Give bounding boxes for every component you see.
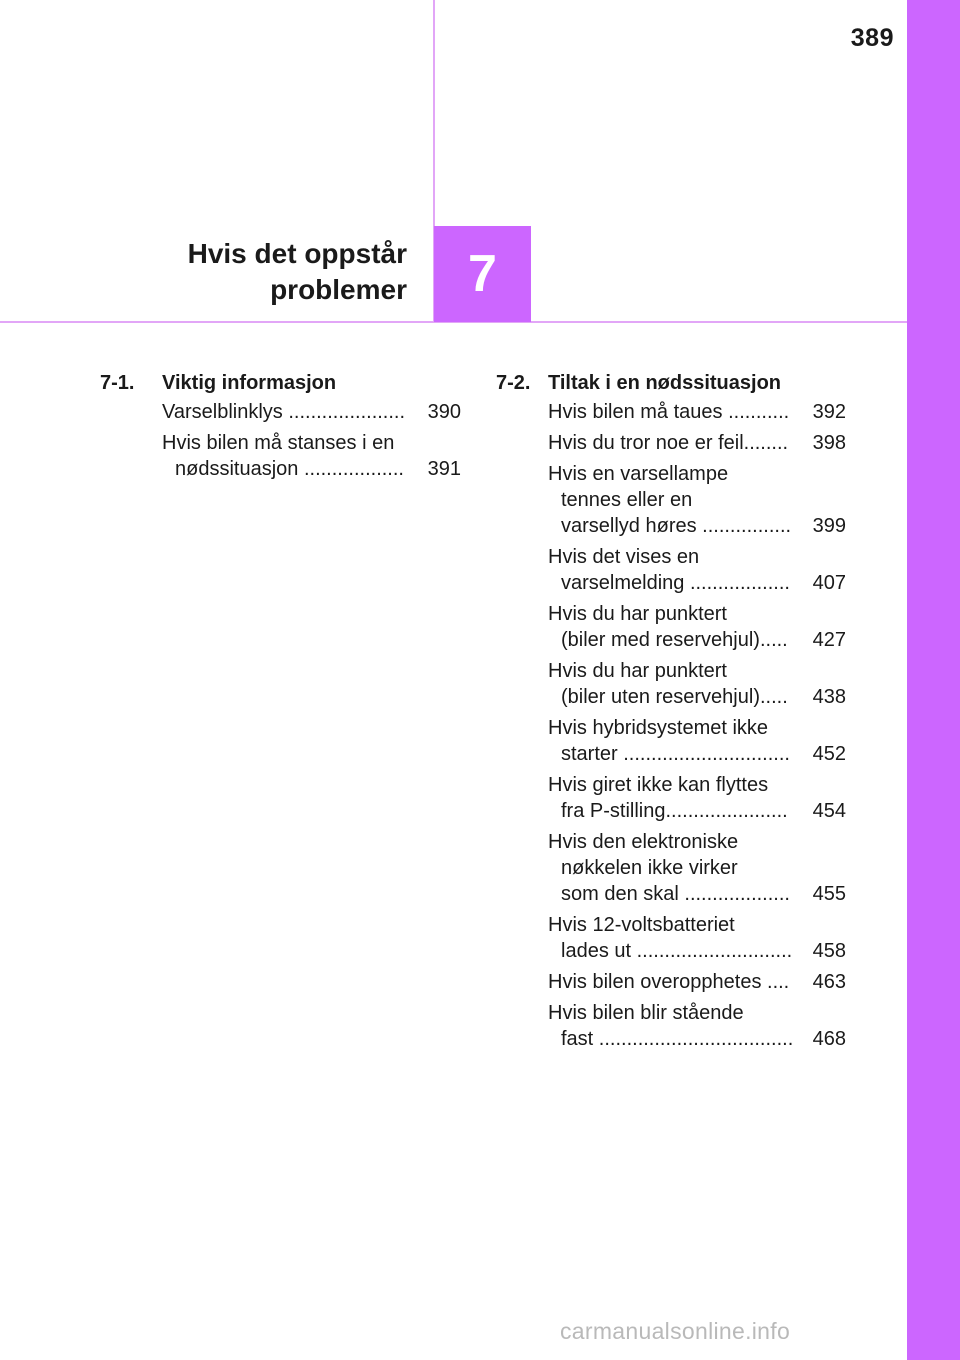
section-heading [100,369,461,399]
chapter-number: 7 [468,245,497,303]
chapter-title: Hvis det oppstår problemer [187,238,407,305]
toc-entry-page: 452 [812,743,846,765]
toc-section-7-2 [496,369,846,1057]
toc-entry-page: 398 [812,432,846,454]
toc-entry[interactable] [548,715,846,767]
toc-entry-text: Hvis bilen blir stående fast ................................... [548,1002,794,1050]
toc-entry[interactable] [548,969,846,995]
toc-entry[interactable] [162,430,461,482]
toc-entry-text: Hvis giret ikke kan flyttes fra P-stilling...................... [548,774,788,822]
toc-entry[interactable] [548,772,846,824]
toc-entry[interactable] [548,601,846,653]
section-title: Viktig informasjon [162,372,337,394]
section-title: Tiltak i en nødssituasjon [548,372,782,394]
toc-entry-text: Hvis bilen må taues ........... [548,401,790,423]
section-number: 7-1. [100,372,135,394]
toc-entry[interactable] [548,1000,846,1052]
toc-entry-page: 427 [812,629,846,651]
section-number: 7-2. [496,372,531,394]
toc-entry-text: Hvis det vises en varselmelding .................. [548,546,790,594]
toc-entry-text: Varselblinklys ..................... [162,401,406,423]
toc-entry-page: 468 [812,1028,846,1050]
toc-entry-text: Hvis du har punktert (biler uten reservehjul)..... [548,660,788,708]
toc-entry-page: 463 [812,971,846,993]
toc-entry-page: 458 [812,940,846,962]
toc-entry-text: Hvis den elektroniske nøkkelen ikke virker som den skal ................... [548,831,790,905]
toc-entry-text: Hvis bilen må stanses i en nødssituasjon .................. [162,432,404,480]
toc-entry-page: 407 [812,572,846,594]
toc-entry[interactable] [548,912,846,964]
toc-entry-page: 438 [812,686,846,708]
toc-entry[interactable] [548,399,846,425]
toc-entry-page: 391 [427,458,461,480]
toc-entry[interactable] [548,461,846,539]
chapter-tab-strip [907,0,960,1360]
toc-entry-page: 454 [812,800,846,822]
toc-entry-page: 399 [812,515,846,537]
toc-entry-page: 455 [812,883,846,905]
toc-entry-text: Hvis du tror noe er feil........ [548,432,789,454]
toc-section-7-1 [100,369,461,487]
chapter-number-box [434,226,531,322]
toc-entry-page: 390 [427,401,461,423]
toc-entry-text: Hvis du har punktert (biler med reservehjul)..... [548,603,788,651]
toc-entry-text: Hvis en varsellampe tennes eller en varsellyd høres ................ [548,463,792,537]
watermark: carmanualsonline.info [560,1318,791,1344]
toc-entry-text: Hvis bilen overopphetes .... [548,971,790,993]
section-heading [496,369,846,399]
toc-entry[interactable] [548,829,846,907]
toc-entry[interactable] [162,399,461,425]
toc-entry-page: 392 [812,401,846,423]
toc-entry[interactable] [548,430,846,456]
toc-entry[interactable] [548,544,846,596]
toc-entry[interactable] [548,658,846,710]
page-number: 389 [850,24,894,52]
toc-entry-text: Hvis hybridsystemet ikke starter .............................. [548,717,790,765]
toc-entry-text: Hvis 12-voltsbatteriet lades ut ............................ [548,914,793,962]
